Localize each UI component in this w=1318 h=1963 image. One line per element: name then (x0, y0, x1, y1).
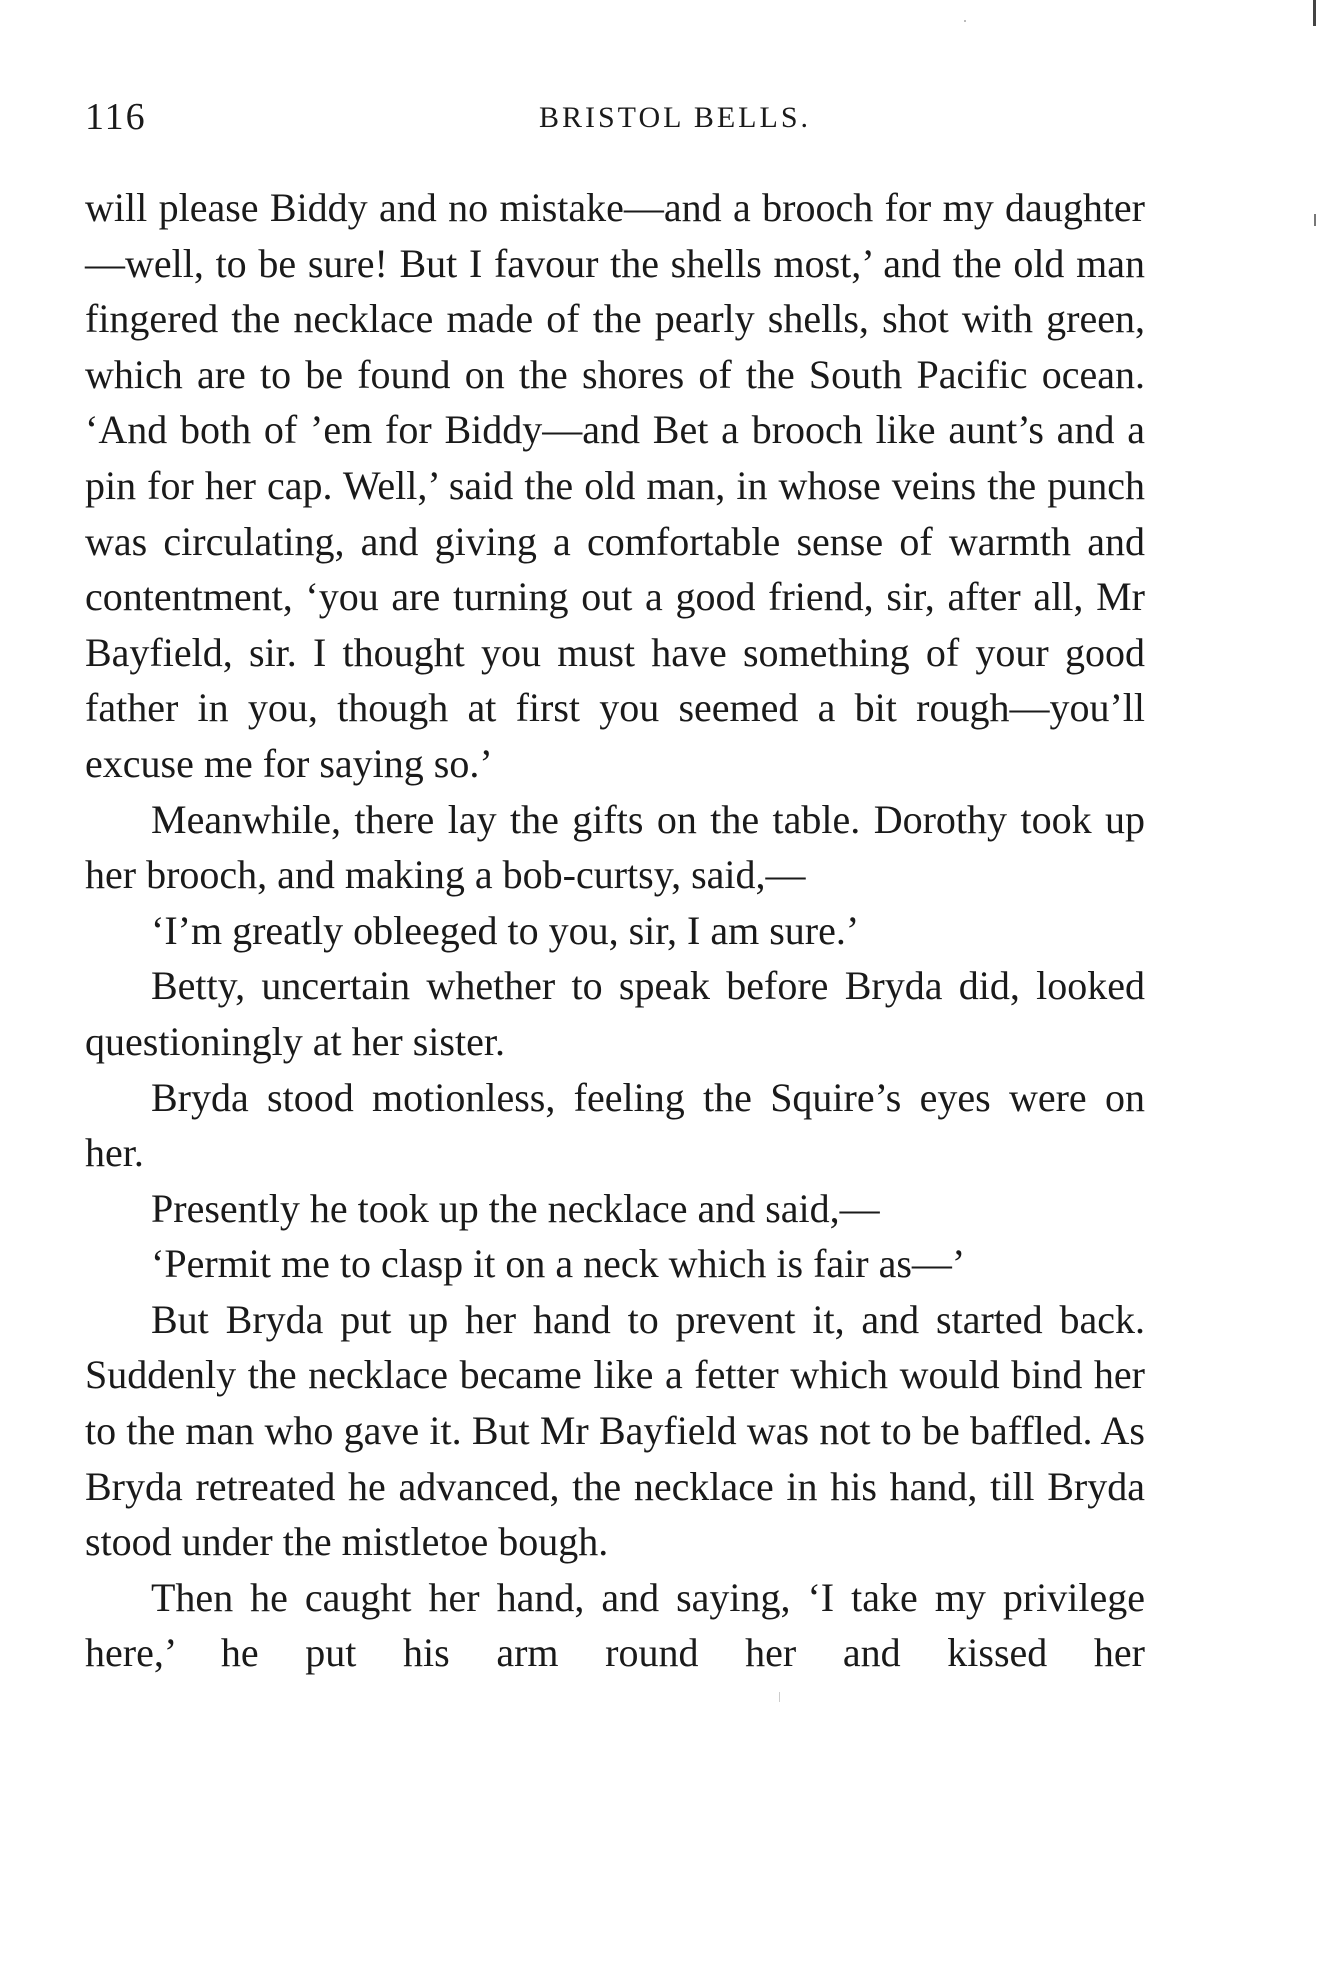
scan-edge-mark (1313, 0, 1316, 26)
paragraph: But Bryda put up her hand to prevent it, and started back. Suddenly the necklace became like a fetter which would bind her to the man who gave it. But Mr Bayfield was not to be baffled. As Bryda retreated he advanced, the necklace in his hand, till Bryda stood under the mistletoe bough. (85, 1296, 1145, 1565)
paragraph: ‘I’m greatly obleeged to you, sir, I am sure.’ (151, 907, 860, 953)
paper-speck (779, 1692, 780, 1702)
paragraph-continues: Then he caught her hand, and saying, ‘I take my privilege here,’ he put his arm round her and kissed her (85, 1574, 1145, 1676)
running-title: BRISTOL BELLS. (538, 101, 812, 134)
paragraph: ‘Permit me to clasp it on a neck which is fair as—’ (151, 1241, 966, 1287)
paper-speck (964, 20, 966, 22)
paragraph: Meanwhile, there lay the gifts on the table. Dorothy took up her brooch, and making a bob-curtsy, said,— (85, 796, 1145, 898)
scan-edge-mark (1314, 214, 1316, 226)
paragraph: Betty, uncertain whether to speak before Bryda did, looked questioningly at her sister. (85, 963, 1145, 1064)
paragraph: Bryda stood motionless, feeling the Squire’s eyes were on her. (85, 1074, 1145, 1176)
paragraph-continued: will please Biddy and no mistake—and a brooch for my daughter—well, to be sure! But I favour the shells most,’ and the old man fingered the necklace made of the pearly shells, shot with green, which are to be found on the shores of the South Pacific ocean. ‘And both of ’em for Biddy—and Bet a brooch like aunt’s and a pin for her cap. Well,’ said the old man, in whose veins the punch was circulating, and giving a comfortable sense of warmth and contentment, ‘you are turning out a good friend, sir, after all, Mr Bayfield, sir. I thought you must have something of your good father in you, though at first you seemed a bit rough—you’ll excuse me for saying so.’ (85, 185, 1145, 786)
page-header (85, 95, 1145, 145)
body-text (85, 180, 1145, 1681)
page-number: 116 (85, 96, 147, 138)
paragraph: Presently he took up the necklace and said,— (151, 1185, 880, 1231)
